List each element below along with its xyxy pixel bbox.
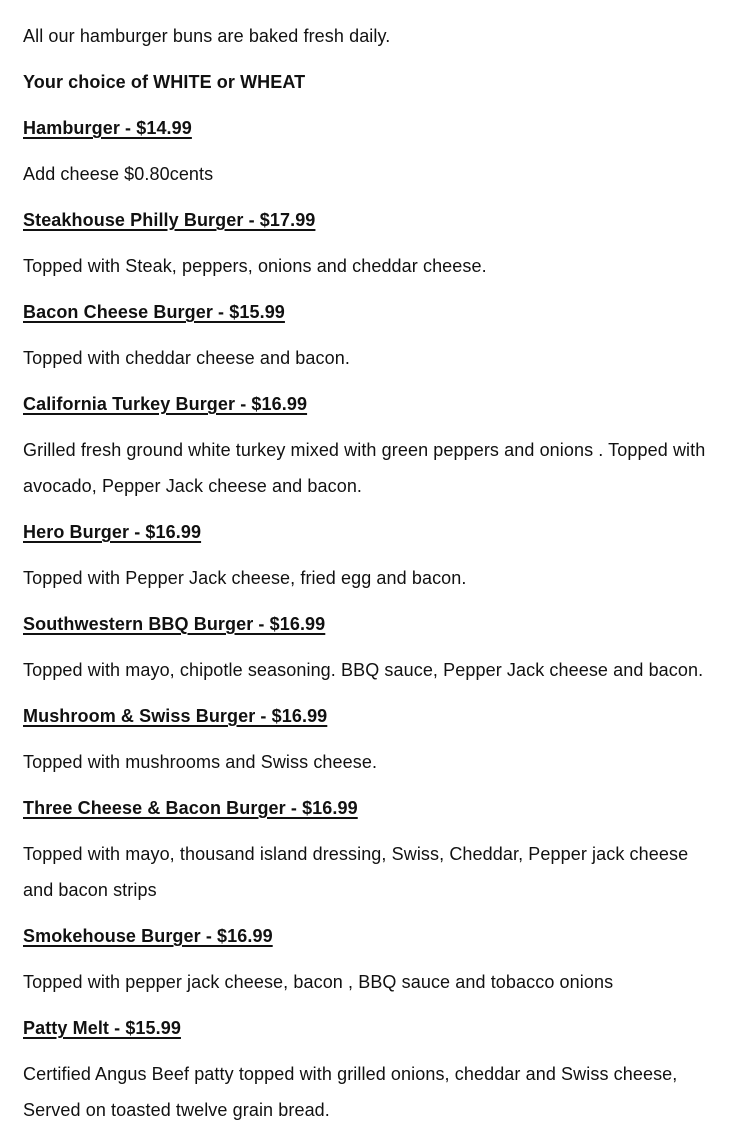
item-title-bacon-cheese: Bacon Cheese Burger - $15.99 [23, 302, 285, 322]
item-desc-steakhouse-philly: Topped with Steak, peppers, onions and cheddar cheese. [23, 256, 487, 276]
item-desc-southwestern-bbq: Topped with mayo, chipotle seasoning. BBQ sauce, Pepper Jack cheese and bacon. [23, 660, 704, 680]
item-desc-hamburger: Add cheese $0.80cents [23, 164, 214, 184]
item-title-mushroom-swiss: Mushroom & Swiss Burger - $16.99 [23, 706, 328, 726]
item-desc-hero: Topped with Pepper Jack cheese, fried egg and bacon. [23, 568, 467, 588]
item-title-hamburger: Hamburger - $14.99 [23, 118, 192, 138]
intro-text: All our hamburger buns are baked fresh daily. [23, 26, 391, 46]
item-desc-mushroom-swiss: Topped with mushrooms and Swiss cheese. [23, 752, 378, 772]
item-desc-three-cheese-bacon: Topped with mayo, thousand island dressing, Swiss, Cheddar, Pepper jack cheese and bacon strips [23, 844, 689, 900]
item-desc-bacon-cheese: Topped with cheddar cheese and bacon. [23, 348, 350, 368]
bun-choice-text: Your choice of WHITE or WHEAT [23, 72, 306, 92]
item-title-southwestern-bbq: Southwestern BBQ Burger - $16.99 [23, 614, 326, 634]
item-title-steakhouse-philly: Steakhouse Philly Burger - $17.99 [23, 210, 316, 230]
item-title-three-cheese-bacon: Three Cheese & Bacon Burger - $16.99 [23, 798, 358, 818]
item-title-california-turkey: California Turkey Burger - $16.99 [23, 394, 308, 414]
item-desc-patty-melt: Certified Angus Beef patty topped with grilled onions, cheddar and Swiss cheese, Served on toasted twelve grain bread. [23, 1064, 678, 1120]
item-title-smokehouse: Smokehouse Burger - $16.99 [23, 926, 273, 946]
item-title-patty-melt: Patty Melt - $15.99 [23, 1018, 181, 1038]
item-desc-smokehouse: Topped with pepper jack cheese, bacon , BBQ sauce and tobacco onions [23, 972, 614, 992]
item-title-hero: Hero Burger - $16.99 [23, 522, 202, 542]
item-desc-california-turkey: Grilled fresh ground white turkey mixed with green peppers and onions . Topped with avocado, Pepper Jack cheese and bacon. [23, 440, 706, 496]
